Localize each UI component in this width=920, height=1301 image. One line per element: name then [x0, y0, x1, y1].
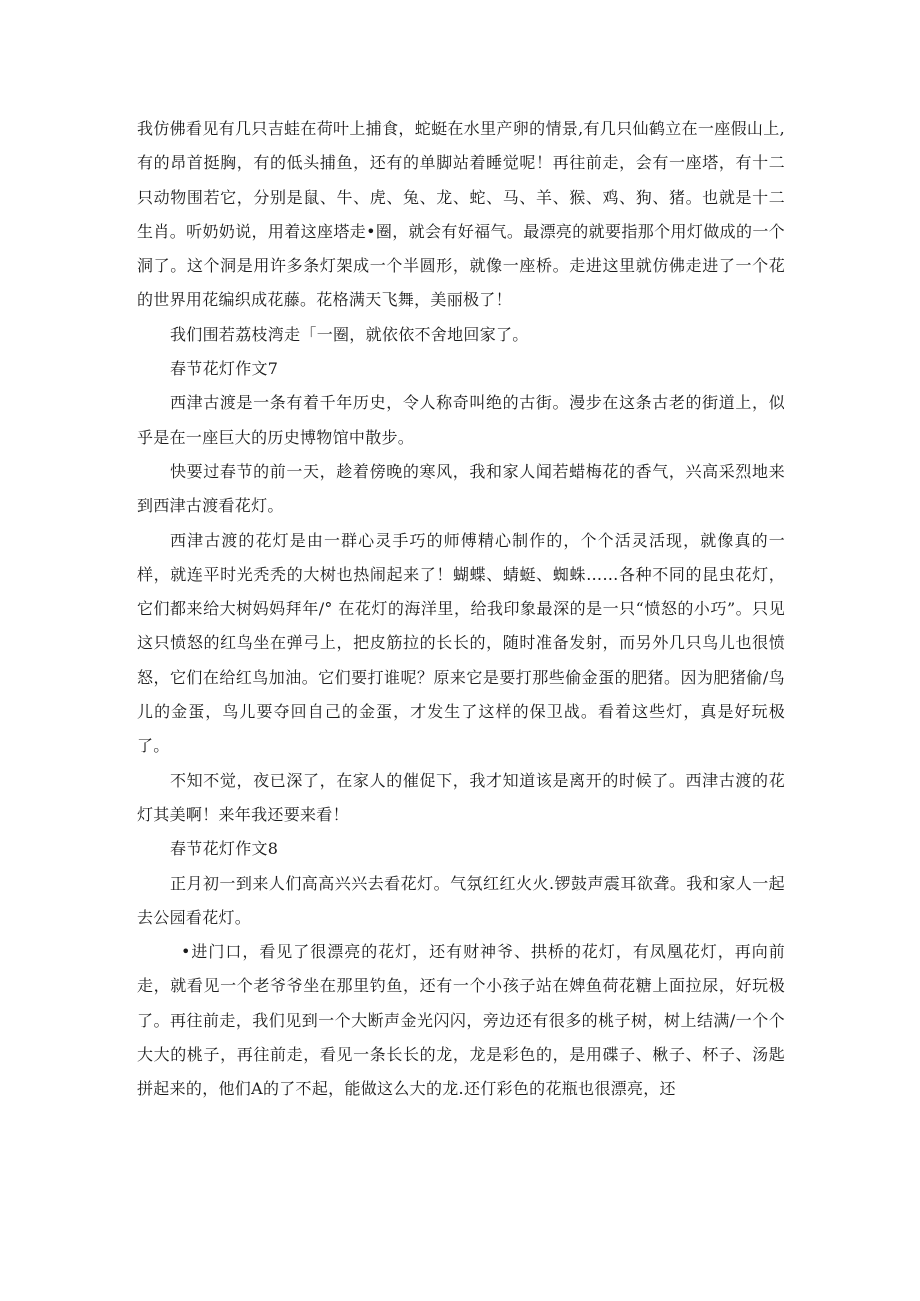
paragraph-lantern-craft: 西津古渡的花灯是由一群心灵手巧的师傅精心制作的，个个活灵活现，就像真的一样，就连平时光秃秃的大树也热闹起来了！蝴蝶、蜻蜓、蜘蛛……各种不同的昆虫花灯，它们都来给大树妈妈拜年/° 在花灯的海洋里，给我印象最深的是一只“愤怒的小巧”。只见这只愤怒的红鸟坐在弹弓上，把皮筋拉的长长的，随时准备发射，而另外几只鸟儿也很愤怒，它们在给红鸟加油。它们要打谁呢？原来它是要打那些偷金蛋的肥猪。因为肥猪偷/鸟儿的金蛋，鸟儿要夺回自己的金蛋，才发生了这样的保卫战。看着这些灯，真是好玩极了。	[137, 530, 785, 756]
paragraph-lantern-scene-continued: 我仿佛看见有几只吉蛙在荷叶上捕食，蛇蜓在水里产卵的情景,有几只仙鹤立在一座假山上,有的昂首挺胸，有的低头捕鱼，还有的单脚站着睡觉呢！再往前走，会有一座塔，有十二只动物围若它，分别是鼠、牛、虎、兔、龙、蛇、马、羊、猴、鸡、狗、猪。也就是十二生肖。听奶奶说，用着这座塔走•圈，就会有好福气。最漂亮的就要指那个用灯做成的一个洞了。这个洞是用许多条灯架成一个半圆形，就像一座桥。走进这里就仿佛走进了一个花的世界用花编织成花藤。花格满天飞舞，美丽极了！	[137, 119, 785, 310]
paragraph-xijin-intro: 西津古渡是一条有着千年历史，令人称奇叫绝的古街。漫步在这条古老的街道上，似乎是在一座巨大的历史博物馆中散步。	[137, 393, 785, 447]
paragraph-eve-visit: 快要过春节的前一天，趁着傍晚的寒风，我和家人闻若蜡梅花的香气，兴高采烈地来到西津古渡看花灯。	[137, 461, 785, 516]
paragraph-going-home: 我们围若荔枝湾走「一圈，就依依不舍地回家了。	[170, 324, 529, 344]
essay-title-7: 春节花灯作文7	[170, 359, 279, 379]
paragraph-park-lanterns: •进门口，看见了很漂亮的花灯，还有财神爷、拱桥的花灯，有凤凰花灯，再向前走，就看见一个老爷爷坐在那里钓鱼，还有一个小孩子站在婢鱼荷花糖上面拉尿，好玩极了。再往前走，我们见到一个大断声金光闪闪，旁边还有很多的桃子树，树上结满/一个个大大的桃子，再往前走，看见一条长长的龙，龙是彩色的，是用碟子、楸子、杯子、汤匙拼起来的，他们A的了不起，能做这么大的龙.还仃彩色的花瓶也很漂亮，还	[137, 942, 785, 1099]
essay-title-8: 春节花灯作文8	[170, 839, 279, 859]
document-body	[137, 112, 785, 1107]
paragraph-new-year-day: 正月初一到来人们高高兴兴去看花灯。气氛红红火火.锣鼓声震耳欲聋。我和家人一起去公园看花灯。	[137, 873, 785, 927]
paragraph-night-falls: 不知不觉，夜已深了，在家人的催促下，我才知道该是离开的时候了。西津古渡的花灯其美啊！来年我还要来看！	[137, 770, 785, 824]
